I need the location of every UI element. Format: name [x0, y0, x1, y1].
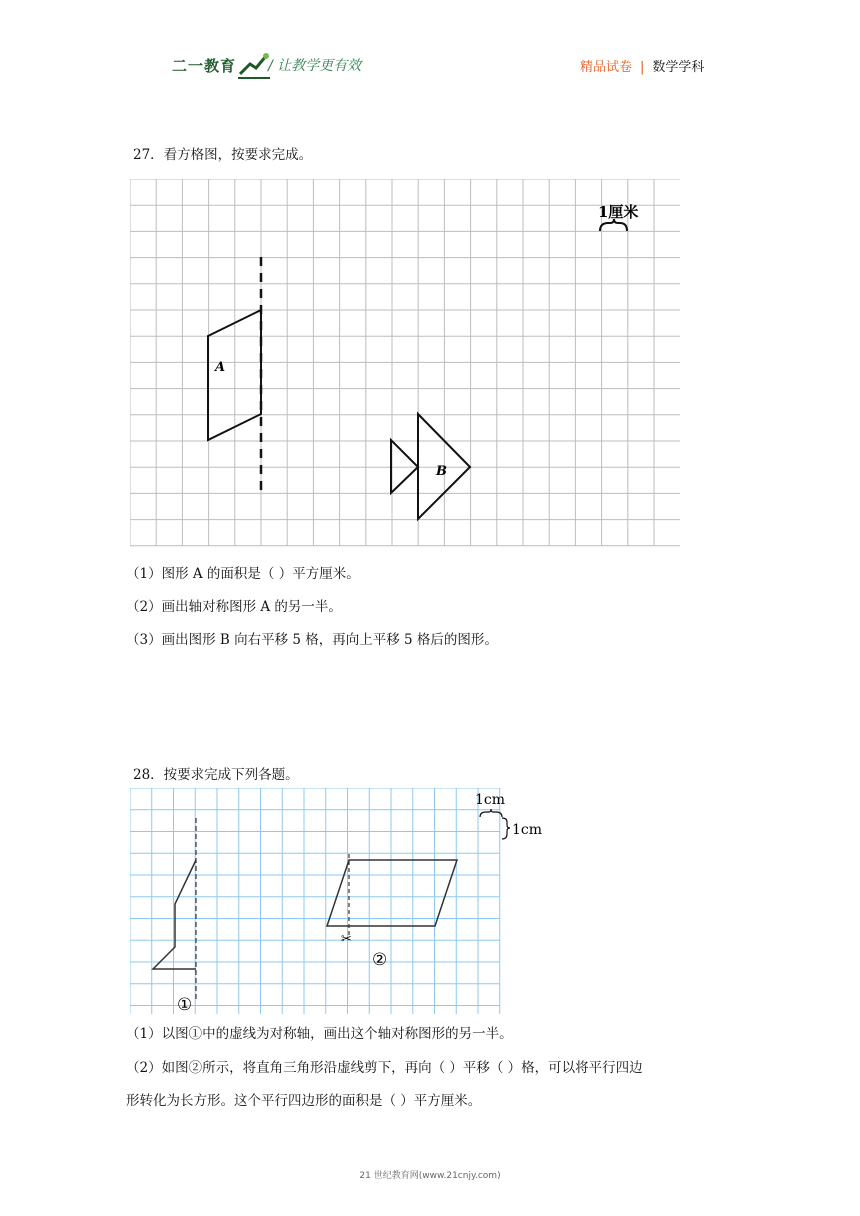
- q27-sub2: （2）画出轴对称图形 A 的另一半。: [126, 599, 342, 615]
- q27-sub1: （1）图形 A 的面积是（ ）平方厘米。: [126, 566, 360, 582]
- q28-sub1: （1）以图①中的虚线为对称轴，画出这个轴对称图形的另一半。: [126, 1026, 513, 1042]
- q28-sub2-line2: 形转化为长方形。这个平行四边形的面积是（ ）平方厘米。: [126, 1093, 482, 1109]
- label-b: B: [436, 464, 447, 479]
- q28-sub2-line1: （2）如图②所示，将直角三角形沿虚线剪下，再向（ ）平移（ ）格，可以将平行四边: [126, 1060, 643, 1076]
- header-right: [580, 56, 704, 75]
- label-a: A: [215, 360, 226, 375]
- q28-scale-side: 1cm: [512, 822, 543, 838]
- header-separator: |: [640, 60, 645, 75]
- shape-b-small-triangle: [391, 440, 418, 493]
- fig1-half-shape: [153, 860, 196, 969]
- exam-tag: 精品试卷: [580, 60, 633, 75]
- q27-scale-label: 1厘米: [598, 203, 639, 221]
- brand-name: 二一教育: [172, 57, 237, 75]
- q28-grid: [130, 788, 500, 1014]
- slogan: / 让教学更有效: [268, 58, 362, 74]
- scissors-icon: ✂: [341, 932, 352, 947]
- q27-grid-figure: [130, 179, 682, 547]
- q28-side-brace: [502, 818, 510, 839]
- q27-sub3: （3）画出图形 B 向右平移 5 格，再向上平移 5 格后的图形。: [126, 632, 498, 648]
- fig2-label: ②: [372, 950, 388, 970]
- fig1-label: ①: [177, 995, 193, 1015]
- subject-label: 数学学科: [652, 60, 705, 75]
- q28-title: 28．按要求完成下列各题。: [133, 767, 299, 783]
- q27-title: 27．看方格图，按要求完成。: [133, 147, 313, 163]
- footer: 21 世纪教育网(www.21cnjy.com): [359, 1171, 501, 1181]
- q28-scale-top: 1cm: [475, 792, 506, 808]
- q28-grid-figure: [130, 788, 560, 1016]
- q27-grid: [130, 179, 680, 546]
- parallelogram: [327, 860, 457, 926]
